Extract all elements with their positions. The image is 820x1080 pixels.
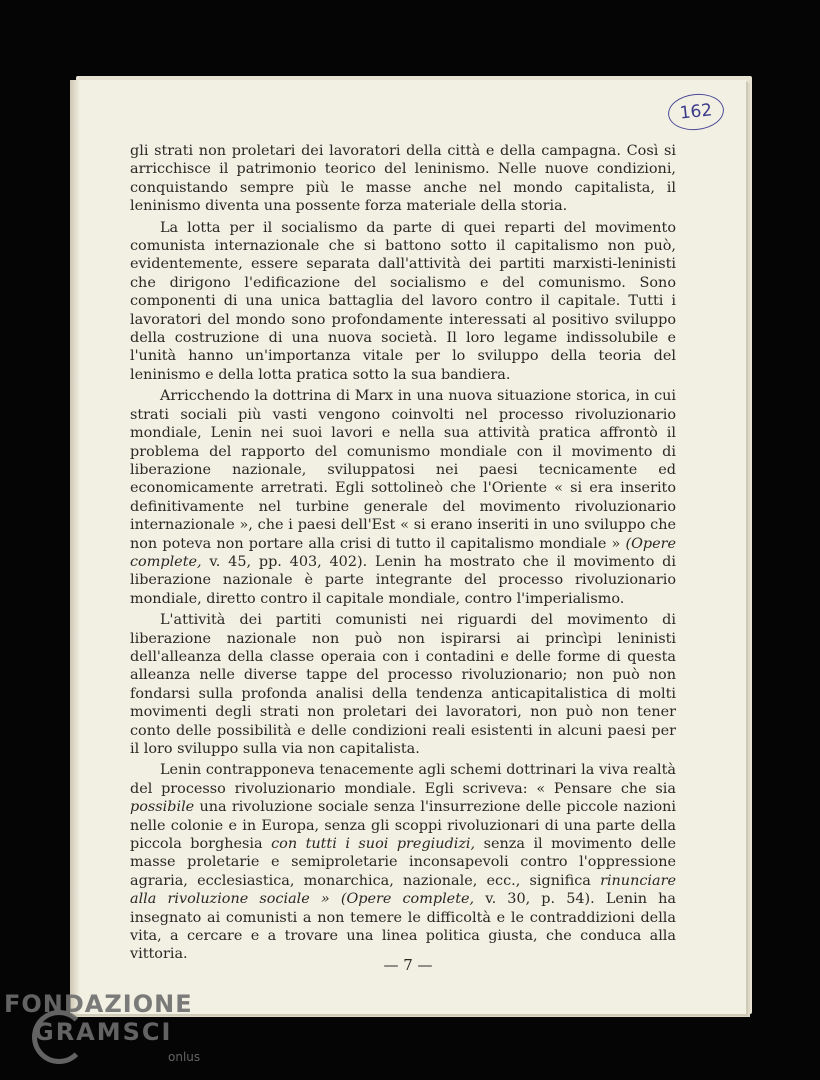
watermark-line-2: GRAMSCI — [34, 1018, 173, 1046]
watermark-g-logo — [32, 1010, 86, 1064]
page-binding-edge — [70, 80, 80, 1014]
text-run: L'attività dei partiti comunisti nei riguardi del movimento di liberazione nazionale non può non ispirarsi ai princìpi leninisti dell'alleanza della classe operaia con i contadini e delle forme di questa alleanza nelle diverse tappe del processo rivoluzionario; non può non fondarsi sulla profonda analisi della tendenza anticapitalistica di molti movimenti degli strati non proletari dei lavoratori, non può non tener conto delle possibilità e delle condizioni reali esistenti in alcuni paesi per il loro sviluppo sulla via non capitalista. — [130, 612, 676, 757]
paragraph — [130, 142, 676, 216]
text-run: gli strati non proletari dei lavoratori della città e della campagna. Così si arricchisce il patrimonio teorico del leninismo. Nelle nuove condizioni, conquistando sempre più le masse anche nel mondo capitalista, il leninismo diventa una possente forza materiale della storia. — [130, 143, 676, 215]
text-run — [330, 891, 341, 907]
paragraph — [130, 219, 676, 385]
text-run: senza il movimento delle masse proletarie e semiproletarie inconsapevoli contro l'oppressione agraria, ecclesiastica, monarchica, nazionale, ecc., significa — [130, 836, 677, 889]
text-run: Lenin contrapponeva tenacemente agli schemi dottrinari la viva realtà del processo rivoluzionario mondiale. Egli scriveva: « Pensare che sia — [130, 762, 676, 797]
body-text — [130, 142, 676, 967]
text-run: Arricchendo la dottrina di Marx in una nuova situazione storica, in cui strati sociali più vasti vengono coinvolti nel processo rivoluzionario mondiale, Lenin nei suoi lavori e nella sua attività pratica affrontò il problema del rapporto del comunismo mondiale con il movimento di liberazione nazionale, sviluppatosi nei paesi tecnicamente ed economicamente arretrati. Egli sottolineò che l'Oriente « si era inserito definitivamente nel turbine generale del movimento rivoluzionario internazionale », che i paesi dell'Est « si erano inseriti in uno sviluppo che non poteva non portare alla crisi di tutto il capitalismo mondiale » — [130, 388, 676, 552]
paragraph — [130, 387, 676, 608]
paragraph — [130, 611, 676, 758]
italic-text: (Opere complete, — [130, 535, 676, 570]
text-run: La lotta per il socialismo da parte di quei reparti del movimento comunista internazionale che si battono sotto il capitalismo non può, evidentemente, essere separata dall'attività dei partiti marxisti-leninisti che dirigono l'edificazione del socialismo e del comunismo. Sono componenti di una unica battaglia del lavoro contro il capitale. Tutti i lavoratori del mondo sono profondamente interessati al positivo sviluppo della costruzione di una nuova società. Il loro legame indissolubile e l'unità hanno un'importanza vitale per lo sviluppo della teoria del leninismo e della lotta pratica sotto la sua bandiera. — [130, 219, 676, 383]
italic-text: con tutti i suoi pregiudizi, — [271, 836, 476, 853]
italic-text: possibile — [130, 799, 195, 816]
watermark-line-3: onlus — [168, 1050, 201, 1064]
text-run: una rivoluzione sociale senza l'insurrezione delle piccole nazioni nelle colonie e in Europa, senza gli scoppi rivoluzionari di una parte della piccola borghesia — [130, 799, 676, 853]
italic-text: (Opere complete, — [340, 891, 475, 908]
watermark-line-1: FONDAZIONE — [4, 990, 193, 1018]
book-page — [70, 80, 746, 1014]
paragraph — [130, 761, 676, 963]
italic-text: rinunciare alla rivoluzione sociale » — [130, 872, 676, 908]
text-run: v. 45, pp. 403, 402). Lenin ha mostrato che il movimento di liberazione nazionale è parte integrante del processo rivoluzionario mondiale, diretto contro il capitale mondiale, contro l'imperialismo. — [130, 553, 676, 607]
page-number: — 7 — — [383, 956, 433, 974]
folio-number: 162 — [666, 91, 725, 133]
watermark-logo — [4, 990, 201, 1064]
text-run: v. 30, p. 54). Lenin ha insegnato ai comunisti a non temere le difficoltà e le contraddizioni della vita, a cercare e a trovare una linea politica giusta, che conduca alla vittoria. — [130, 891, 676, 963]
